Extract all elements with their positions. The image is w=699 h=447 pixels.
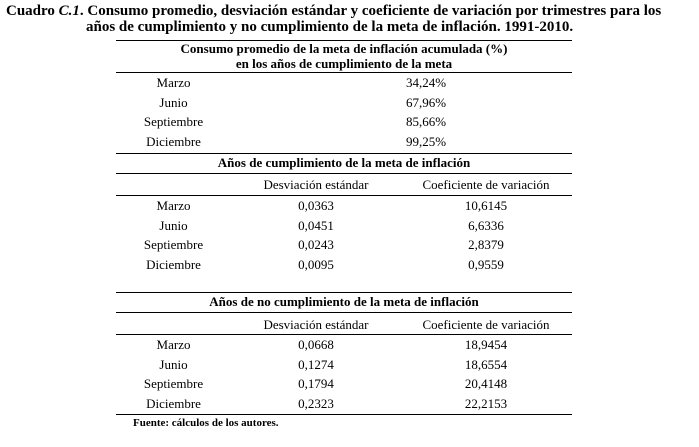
section2-title: Años de cumplimiento de la meta de inflación [217, 155, 471, 170]
row-sd: 0,0363 [298, 198, 334, 213]
row-cv: 10,6145 [464, 198, 508, 213]
row-label: Diciembre [146, 134, 201, 149]
row-sd: 0,0095 [298, 257, 334, 272]
section3-title: Años de no cumplimiento de la meta de inflación [209, 294, 479, 309]
row-label: Septiembre [143, 376, 204, 391]
caption-prefix: Cuadro [6, 3, 59, 19]
row-value: 34,24% [406, 75, 447, 90]
caption-number: C.1 [58, 3, 80, 19]
source-note: Fuente: cálculos de los autores. [133, 417, 279, 429]
bottom-rule [116, 414, 572, 415]
section3-column-headers [116, 315, 572, 335]
row-sd: 0,0243 [298, 237, 334, 252]
section3-top-rule [116, 292, 572, 293]
section2-column-headers [116, 175, 572, 195]
table-row [116, 335, 572, 355]
column-header-cv: Coeficiente de variación [422, 317, 550, 332]
row-cv: 6,6336 [468, 218, 504, 233]
row-cv: 2,8379 [468, 237, 504, 252]
table-row [116, 132, 572, 152]
row-label: Junio [159, 218, 188, 233]
table-row [116, 394, 572, 414]
caption-line-1 [6, 3, 694, 19]
column-header-sd: Desviación estándar [263, 317, 369, 332]
table-row [116, 374, 572, 394]
table-row [116, 112, 572, 132]
section1-title-line2: en los años de cumplimiento de la meta [235, 56, 453, 71]
table-row [116, 73, 572, 93]
table-row [116, 255, 572, 275]
row-label: Septiembre [143, 237, 204, 252]
caption-line-2: años de cumplimiento y no cumplimiento de la meta de inflación. 1991-2010. [86, 19, 574, 35]
column-header-sd: Desviación estándar [263, 177, 369, 192]
table-row [116, 93, 572, 113]
row-sd: 0,1794 [298, 376, 334, 391]
row-label: Marzo [156, 198, 191, 213]
table-row [116, 196, 572, 216]
table-row [116, 355, 572, 375]
row-value: 67,96% [406, 95, 447, 110]
row-cv: 20,4148 [464, 376, 508, 391]
table-row [116, 216, 572, 236]
caption-title: . Consumo promedio, desviación estándar y coeficiente de variación por trimestres para los [79, 3, 662, 19]
row-value: 85,66% [406, 114, 447, 129]
row-sd: 0,0451 [298, 218, 334, 233]
row-label: Junio [159, 357, 188, 372]
row-label: Marzo [156, 75, 191, 90]
section2-title-rule [116, 173, 572, 174]
row-label: Diciembre [146, 257, 201, 272]
section3-title-rule [116, 312, 572, 313]
row-label: Junio [159, 95, 188, 110]
table-row [116, 235, 572, 255]
column-header-cv: Coeficiente de variación [422, 177, 550, 192]
section2-top-rule [116, 153, 572, 154]
row-sd: 0,1274 [298, 357, 334, 372]
row-label: Marzo [156, 337, 191, 352]
row-cv: 18,6554 [464, 357, 508, 372]
row-value: 99,25% [406, 134, 447, 149]
row-sd: 0,2323 [298, 396, 334, 411]
table-caption [6, 3, 694, 35]
row-cv: 0,9559 [468, 257, 504, 272]
row-cv: 18,9454 [464, 337, 508, 352]
row-sd: 0,0668 [298, 337, 334, 352]
row-label: Diciembre [146, 396, 201, 411]
row-cv: 22,2153 [464, 396, 508, 411]
section1-title-line1: Consumo promedio de la meta de inflación acumulada (%) [180, 41, 508, 56]
row-label: Septiembre [143, 114, 204, 129]
